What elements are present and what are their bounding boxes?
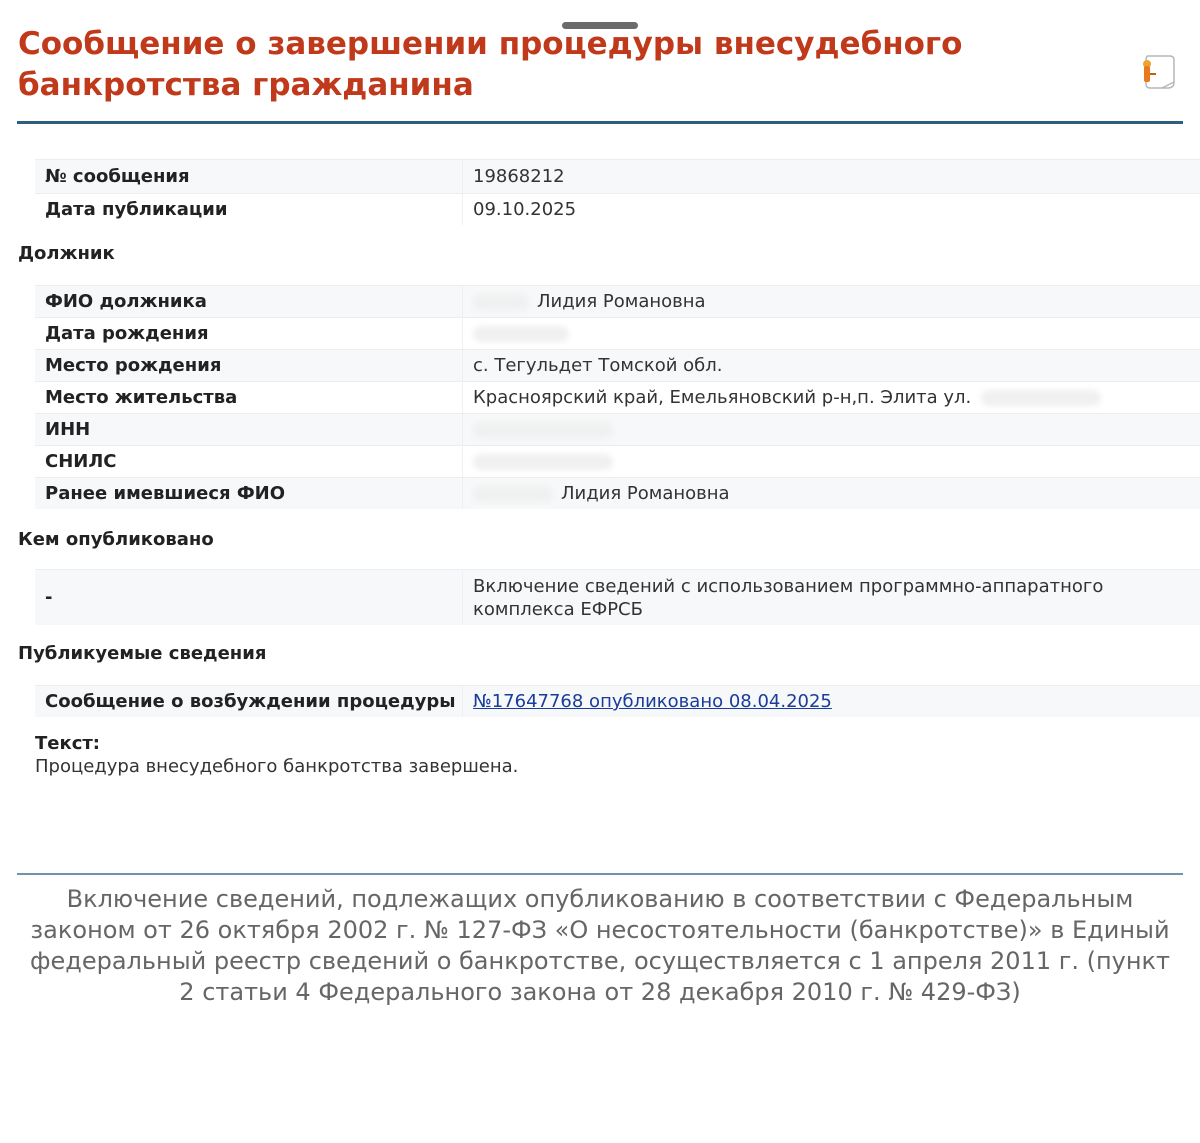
publisher-value: Включение сведений с использованием программно-аппаратного комплекса ЕФРСБ (462, 570, 1200, 625)
table-row (35, 477, 1200, 509)
field-label: Сообщение о возбуждении процедуры (45, 691, 456, 712)
residence (462, 382, 1200, 413)
page-title: Сообщение о завершении процедуры внесудебного банкротства гражданина (18, 26, 963, 103)
footer-legal-notice: Включение сведений, подлежащих опубликованию в соответствии с Федеральным законом от 26 октября 2002 г. № 127-ФЗ «О несостоятельности (банкротстве)» в Единый федеральный реестр сведений о банкротстве, осуществляется с 1 апреля 2011 г. (пункт 2 статьи 4 Федерального закона от 28 декабря 2010 г. № 429-ФЗ) (29, 885, 1171, 1006)
redacted-text (473, 422, 613, 438)
field-label: ИНН (45, 419, 91, 440)
section-heading-debtor: Должник (18, 243, 115, 264)
text-label: Текст: (35, 733, 101, 754)
table-row (35, 569, 1200, 625)
field-label: Дата рождения (35, 318, 462, 349)
table-row (35, 159, 1200, 193)
field-label: Место жительства (35, 382, 462, 413)
table-row (35, 445, 1200, 477)
publisher-table (35, 569, 1200, 625)
text-body: Процедура внесудебного банкротства завершена. (35, 756, 519, 777)
former-name-value: Лидия Романовна (561, 483, 730, 504)
redacted-text (473, 486, 553, 502)
publication-date: 09.10.2025 (462, 194, 1200, 225)
field-label: ФИО должника (45, 291, 207, 312)
field-label: Место рождения (45, 355, 222, 376)
field-label: - (45, 587, 53, 608)
print-icon[interactable] (1138, 52, 1178, 92)
field-label: Ранее имевшиеся ФИО (45, 483, 286, 504)
field-label: № сообщения (45, 166, 190, 187)
table-row (35, 349, 1200, 381)
table-row (35, 285, 1200, 317)
snils (462, 446, 1200, 477)
section-heading-publisher: Кем опубликовано (18, 529, 214, 550)
message-number: 19868212 (462, 160, 1200, 193)
redacted-text (473, 454, 613, 470)
procedure-start-message-link[interactable]: №17647768 опубликовано 08.04.2025 (473, 691, 832, 712)
debtor-table (35, 285, 1200, 509)
message-info-table (35, 159, 1200, 225)
birth-place: с. Тегульдет Томской обл. (462, 350, 1200, 381)
table-row (35, 317, 1200, 349)
birth-date (462, 318, 1200, 349)
table-row (35, 193, 1200, 225)
title-divider (17, 121, 1183, 124)
link-cell (462, 686, 1200, 717)
debtor-name (462, 286, 1200, 317)
table-row (35, 381, 1200, 413)
section-heading-published-info: Публикуемые сведения (18, 643, 267, 664)
debtor-name-value: Лидия Романовна (537, 291, 706, 312)
residence-value: Красноярский край, Емельяновский р-н,п. Элита ул. (473, 387, 972, 408)
redacted-text (473, 326, 569, 342)
redacted-text (473, 294, 529, 310)
former-name (462, 478, 1200, 509)
published-info-table (35, 685, 1200, 717)
field-label: СНИЛС (35, 446, 462, 477)
inn (462, 414, 1200, 445)
redacted-text (981, 390, 1101, 406)
field-label: Дата публикации (35, 194, 462, 225)
footer-divider (17, 873, 1183, 875)
table-row (35, 685, 1200, 717)
table-row (35, 413, 1200, 445)
